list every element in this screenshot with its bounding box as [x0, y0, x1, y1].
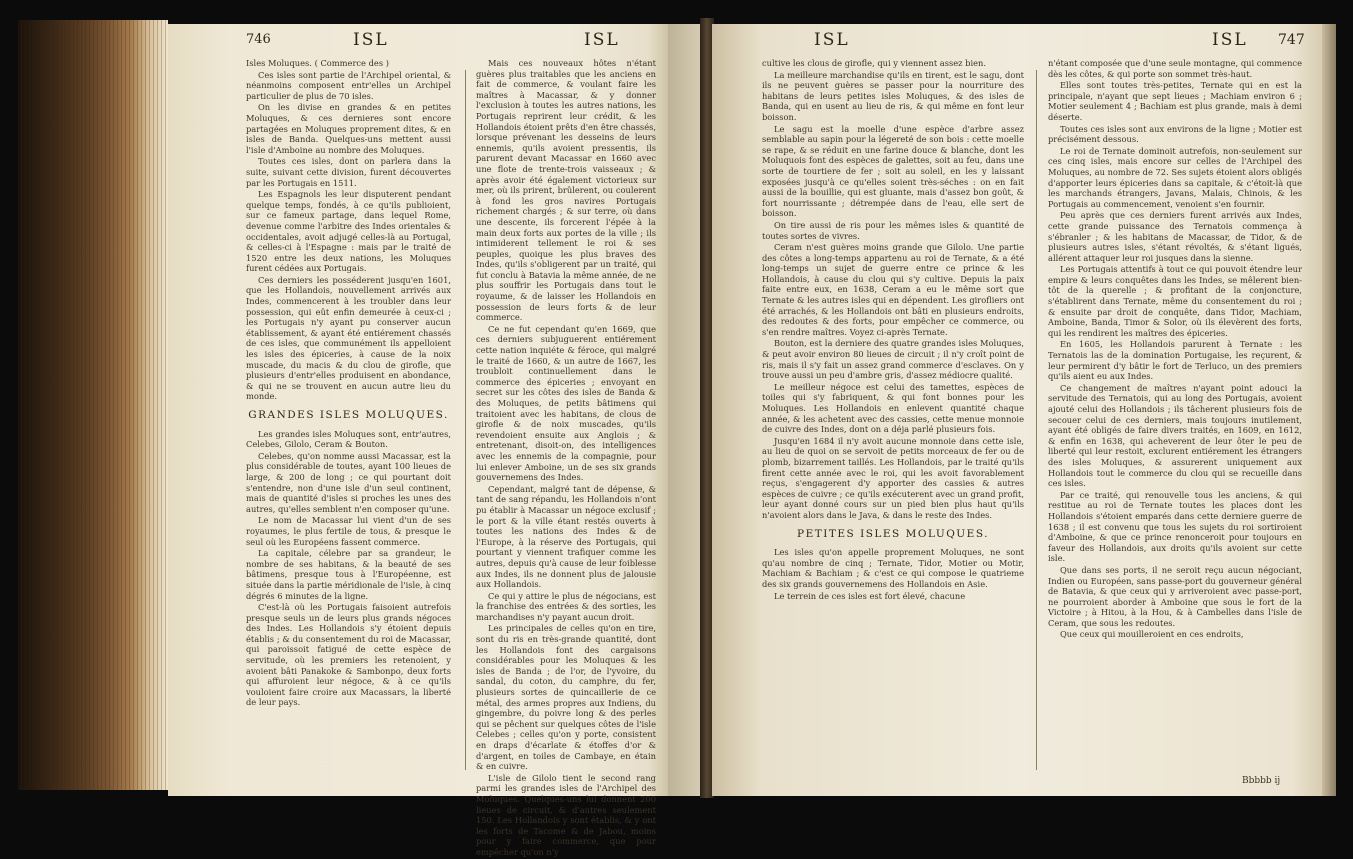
paragraph: Ce qui y attire le plus de négocians, est la franchise des entrées & des sorties, les marchandises n'y payant aucun droit. — [476, 590, 656, 622]
paragraph: Que ceux qui mouilleroient en ces endroits, — [1060, 629, 1244, 640]
book-spine — [18, 20, 168, 790]
column-rule — [1036, 70, 1037, 770]
paragraph: Les principales de celles qu'on en tire, sont du ris en très-grande quantité, dont les Hollandois font des cargaisons considérables pour les Moluques & les isles de Banda ; de l'or, de l'yvoire, du sandal, du coton, du camphre, du fer, plusieurs sortes de quincaillerie de ce métal, des armes propres aux Indiens, du gingembre, du poivre long & des perles qui se pêchent sur quelques côtes de l'isle Celebes ; celles qu'on y porte, consistent en draps d'écarlate & étoffes d'or & d'argent, en toiles de Cambaye, en étain & en cuivre. — [476, 623, 656, 772]
paragraph: Ces isles sont partie de l'Archipel oriental, & néanmoins composent entr'elles un Archipel particulier de plus de 70 isles. — [246, 69, 451, 101]
paragraph: Bouton, est la derniere des quatre grandes isles Moluques, & peut avoir environ 80 lieues de circuit ; il n'y croît point de ris, mais il s'y fait un assez grand commerce d'esclaves. On y trouve aussi un peu d'ambre gris, d'assez médiocre qualité. — [762, 338, 1024, 381]
paragraph: Elles sont toutes très-petites, Ternate qui en est la principale, n'ayant que sept lieues ; Machiam environ 6 ; Motier seulement 4 ; Bachiam est plus grande, mais à demi déserte. — [1048, 80, 1302, 122]
right-column-2 — [1048, 58, 1302, 641]
running-head: ISL — [584, 30, 620, 50]
page-number: 747 — [1278, 32, 1305, 48]
paragraph: L'isle de Gilolo tient le second rang parmi les grandes isles de l'Archipel des Moluques. Quelques-uns lui donnent 200 lieues de circuit, & d'autres seulement 150. Les Hollandois y sont établis, & y ont les forts de Tacome & de Jabou, moins pour y faire commerce, que pour empêcher qu'on n'y — [476, 772, 656, 857]
signature-mark: Bbbbb ij — [1242, 776, 1281, 786]
paragraph: Les isles qu'on appelle proprement Moluques, ne sont qu'au nombre de cinq ; Ternate, Tidor, Motier ou Motir, Machiam & Bachiam ; & c'est ce qui compose le quatrieme des six grands gouvernemens des Hollandois en Asie. — [762, 547, 1024, 589]
paragraph: En 1605, les Hollandois parurent à Ternate : les Ternatois las de la domination Portugaise, les reçurent, & leur permirent d'y bâtir le fort de Terluco, un des premiers qu'ils aient eu aux Indes. — [1048, 339, 1302, 382]
paragraph: Ceram n'est guères moins grande que Gilolo. Une partie des côtes a long-temps appartenu au roi de Ternate, & a été long-temps un sujet de guerre entre ce prince & les Hollandois, à cause du clou qui s'y cultive. Depuis la paix faite entre eux, en 1638, Ceram a eu le même sort que Ternate & les autres isles qui en dépendent. Les girofliers ont été arrachés, & les Hollandois ont bâti en plusieurs endroits, des redoutes & des forts, pour empêcher ce commerce, ou s'en rendre maîtres. Voyez ci-après Ternate. — [762, 242, 1024, 337]
paragraph: Le meilleur négoce est celui des tamettes, espèces de toiles qui s'y fabriquent, & qui font bonnes pour les Moluques. Les Hollandois en enlevent quantité chaque année, & les achetent avec des cassies, cette menue monnoie de cuivre des Indes, dont on a déja parlé plusieurs fois. — [762, 381, 1024, 435]
paragraph: Le terrein de ces isles est fort élevé, chacune — [774, 590, 966, 601]
column-rule — [465, 70, 466, 770]
left-column-2 — [476, 58, 656, 859]
paragraph: Les Portugais attentifs à tout ce qui pouvoit étendre leur empire & leurs conquêtes dans les Indes, se mêlerent bien-tôt de la querelle ; & profitant de la conjoncture, s'établirent dans Ternate, même du consentement du roi ; & ensuite par droit de conquête, dans Tidor, Machiam, Amboine, Banda, Timor & Solor, où ils élevèrent des forts, qui les rendirent les maîtres des épiceries. — [1048, 264, 1302, 338]
paragraph: Cependant, malgré tant de dépense, & tant de sang répandu, les Hollandois n'ont pu établir à Macassar un négoce exclusif ; le port & la ville étant restés ouverts à toutes les nations des Indes & de l'Europe, à la réserve des Portugais, qui pourtant y viennent trafiquer comme les autres, depuis qu'à cause de leur foiblesse aux Indes, ils ne donnent plus de jalousie aux Hollandois. — [476, 483, 656, 590]
paragraph: C'est-là où les Portugais faisoient autrefois presque seuls un de leurs plus grands négoces des Indes. Les Hollandois s'y étoient depuis établis ; & du consentement du roi de Macassar, qui paroissoit fatigué de cette espèce de servitude, où les premiers les retenoient, y avoient bâti Panakoke & Sambonpo, deux forts qui affuroient leur négoce, & à ce qu'ils vouloient faire croire aux Macassars, la liberté de leur pays. — [246, 602, 451, 708]
paragraph: Le sagu est la moelle d'une espèce d'arbre assez semblable au sapin pour la légereté de son bois : cette moelle se rape, & se réduit en une farine douce & blanche, dont les Moluquois font des espèces de galettes, soit au feu, dans une sorte de tourtiere de fer ; soit au soleil, en les y laissant exposées jusqu'à ce qu'elles soient très-séches : on en fait aussi de la bouillie, qui est gluante, mais d'assez bon goût, & fort nourrissante ; détrempée dans de l'eau, elle sert de boisson. — [762, 123, 1024, 219]
paragraph: Mais ces nouveaux hôtes n'étant guères plus traitables que les anciens en fait de commerce, & voulant faire les maîtres à Macassar, & y donner l'exclusion à toutes les autres nations, les Portugais reprirent leur crédit, & les Hollandois étoient prêts d'en être chassés, lorsque prévenant les desseins de leurs ennemis, qu'ils avoient pressentis, ils parurent devant Macassar en 1660 avec une flote de trente-trois vaisseaux ; & après avoir été également victorieux sur mer, où ils prirent, brûlerent, ou coulerent à fond les gros navires Portugais richement chargés ; & sur terre, où dans une descente, ils forcerent l'épée à la main deux forts aux portes de la ville ; ils intimiderent tellement le roi & ses peuples, quoique les plus braves des Indes, qu'ils s'obligerent par un traité, qui fut conclu à Batavia la même année, de ne plus souffrir les Portugais dans tout le royaume, & de laisser les Hollandois en possession de leurs forts & de leur commerce. — [476, 58, 656, 323]
paragraph: Le roi de Ternate dominoit autrefois, non-seulement sur ces cinq isles, mais encore sur celles de l'Archipel des Moluques, au nombre de 72. Ses sujets étoient alors obligés d'apporter leurs épiceries dans sa capitale, & c'étoit-là que les marchands étrangers, Javans, Malais, Chinois, & les Portugais au commencement, venoient s'en fournir. — [1048, 145, 1302, 209]
paragraph: Celebes, qu'on nomme aussi Macassar, est la plus considérable de toutes, ayant 100 lieues de large, & 200 de long ; ce qui pourtant doit s'entendre, non d'une isle d'un seul continent, mais de quantité d'isles si proches les unes des autres, qu'elles semblent n'en composer qu'une. — [246, 450, 451, 514]
paragraph: On les divise en grandes & en petites Moluques, & ces dernieres sont encore partagées en Moluques proprement dites, & en isles de Banda. Quelques-uns mettent aussi l'isle d'Amboine au nombre des Moluques. — [246, 102, 451, 155]
paragraph: La meilleure marchandise qu'ils en tirent, est le sagu, dont ils ne peuvent guères se passer pour la nourriture des habitans de leurs petites isles Moluques, & des isles de Banda, qui en usent au lieu de ris, & qui même en font leur boisson. — [762, 69, 1024, 122]
paragraph: Que dans ses ports, il ne seroit reçu aucun négociant, Indien ou Européen, sans passe-port du gouverneur général de Batavia, & que ceux qui y arriveroient avec passe-port, ne pourroient aborder à Amboine que sous le fort de la Victoire ; à Hitou, à la Hou, & à Cambelles dans l'isle de Ceram, que sous les redoutes. — [1048, 564, 1302, 628]
section-heading: PETITES ISLES MOLUQUES. — [797, 527, 989, 540]
right-page — [712, 24, 1322, 796]
running-head: ISL — [814, 30, 850, 50]
paragraph: cultive les clous de girofle, qui y viennent assez bien. — [762, 58, 987, 68]
paragraph: La capitale, célebre par sa grandeur, le nombre de ses habitans, & la beauté de ses bâtimens, presque tous à l'Européenne, est située dans la partie méridionale de l'isle, à cinq dégrés 6 minutes de la ligne. — [246, 548, 451, 601]
paragraph: Peu après que ces derniers furent arrivés aux Indes, cette grande puissance des Ternatois commença à s'ébranler ; & les habitans de Macassar, de Tidor, & de plusieurs autres isles, s'étant révoltés, & s'étant ligués, allérent attaquer leur roi jusques dans la sienne. — [1048, 210, 1302, 263]
paragraph: Ce ne fut cependant qu'en 1669, que ces derniers subjuguerent entiérement cette nation inquiéte & féroce, qui malgré le traité de 1660, & un autre de 1667, les troubloit continuellement dans le commerce des épiceries ; envoyant en secret sur les côtes des isles de Banda & des Moluques, de petits bâtimens qui traitoient avec les habitans, de clous de girofle & de noix muscades, qu'ils revendoient ensuite aux Anglois ; & entretenant, disoit-on, des intelligences avec les ennemis de la compagnie, pour lui enlever Amboine, un de ses six grands gouvernemens des Indes. — [476, 323, 656, 483]
paragraph: Ces derniers les posséderent jusqu'en 1601, que les Hollandois, nouvellement arrivés aux Indes, commencerent à les troubler dans leur possession, qui eût enfin demeurée à ceux-ci ; les Portugais n'y ayant pu conserver aucun établissement, & ayant été entiérement chassés de ces isles, que communément ils appelloient les isles des épiceries, à cause de la noix muscade, du macis & du clou de girofle, que plusieurs d'entr'elles produisent en abondance, & qui ne se trouvent en aucun autre lieu du monde. — [246, 274, 451, 402]
left-column-1 — [246, 58, 451, 709]
spine-texture — [18, 20, 168, 790]
page-number: 746 — [246, 32, 271, 47]
paragraph: Les Espagnols les leur disputerent pendant quelque temps, fondés, à ce qu'ils publioient, sur ce fameux partage, dans lequel Rome, devenue comme l'arbitre des Indes orientales & occidentales, avoit adjugé celles-là au Portugal, & celles-ci à l'Espagne : mais par le traité de 1520 entre les deux nations, les Moluques furent cédées aux Portugais. — [246, 189, 451, 274]
paragraph: Toutes ces isles sont aux environs de la ligne ; Motier est précisément dessous. — [1048, 123, 1302, 145]
page-edge — [1322, 24, 1336, 796]
left-page — [168, 24, 668, 857]
section-heading: GRANDES ISLES MOLUQUES. — [248, 409, 449, 421]
running-head: ISL — [1212, 30, 1248, 50]
paragraph: Jusqu'en 1684 il n'y avoit aucune monnoie dans cette isle, au lieu de quoi on se servoit de petits morceaux de fer ou de plomb, bizarrement taillés. Les Hollandois, par le traité qu'ils firent cette année avec le roi, qui les avoit favorablement reçus, s'engagerent d'y apporter des cassies & autres espèces de cuivre ; ce qu'ils exécuterent avec un grand profit, leur ayant donné cours sur un pied bien plus haut qu'ils n'avoient alors dans le Java, & dans le reste des Indes. — [762, 435, 1024, 520]
paragraph: Par ce traité, qui renouvelle tous les anciens, & qui restitue au roi de Ternate toutes les places dont les Hollandois s'étoient emparés dans cette derniere guerre de 1638 ; il est convenu que tous les sujets du roi sortiroient d'Amboine, & que ce prince renonceroit pour toujours en faveur des Hollandois, aux droits qu'ils avoient sur cette isle. — [1048, 489, 1302, 564]
article-title: Isles Moluques. ( Commerce des ) — [246, 58, 389, 68]
running-head: ISL — [353, 30, 389, 50]
paragraph: On tire aussi de ris pour les mêmes isles & quantité de toutes sortes de vivres. — [762, 219, 1024, 241]
paragraph: Les grandes isles Moluques sont, entr'autres, Celebes, Gilolo, Ceram & Bouton. — [246, 428, 451, 450]
paragraph: Ce changement de maîtres n'ayant point adouci la servitude des Ternatois, qui au long des Portugais, avoient ajouté celui des Hollandois ; ils tâcherent plusieurs fois de secouer celui de ces derniers, mais toujours inutilement, ayant été obligés de faire divers traités, en 1609, en 1612, & enfin en 1638, qui acheverent de leur ôter le peu de liberté qui leur restoit, exclurent entiérement les étrangers des isles Moluques, & assurerent uniquement aux Hollandois tout le commerce du clou qui se recueille dans ces isles. — [1048, 382, 1302, 489]
paragraph: Le nom de Macassar lui vient d'un de ses royaumes, le plus fertile de tous, & presque le seul où les Européens fassent commerce. — [246, 515, 451, 547]
right-column-1 — [762, 58, 1024, 602]
paragraph: Toutes ces isles, dont on parlera dans la suite, suivant cette division, furent découvertes par les Portugais en 1511. — [246, 156, 451, 188]
paragraph: n'étant composée que d'une seule montagne, qui commence dès les côtes, & qui porte son sommet très-haut. — [1048, 58, 1302, 79]
